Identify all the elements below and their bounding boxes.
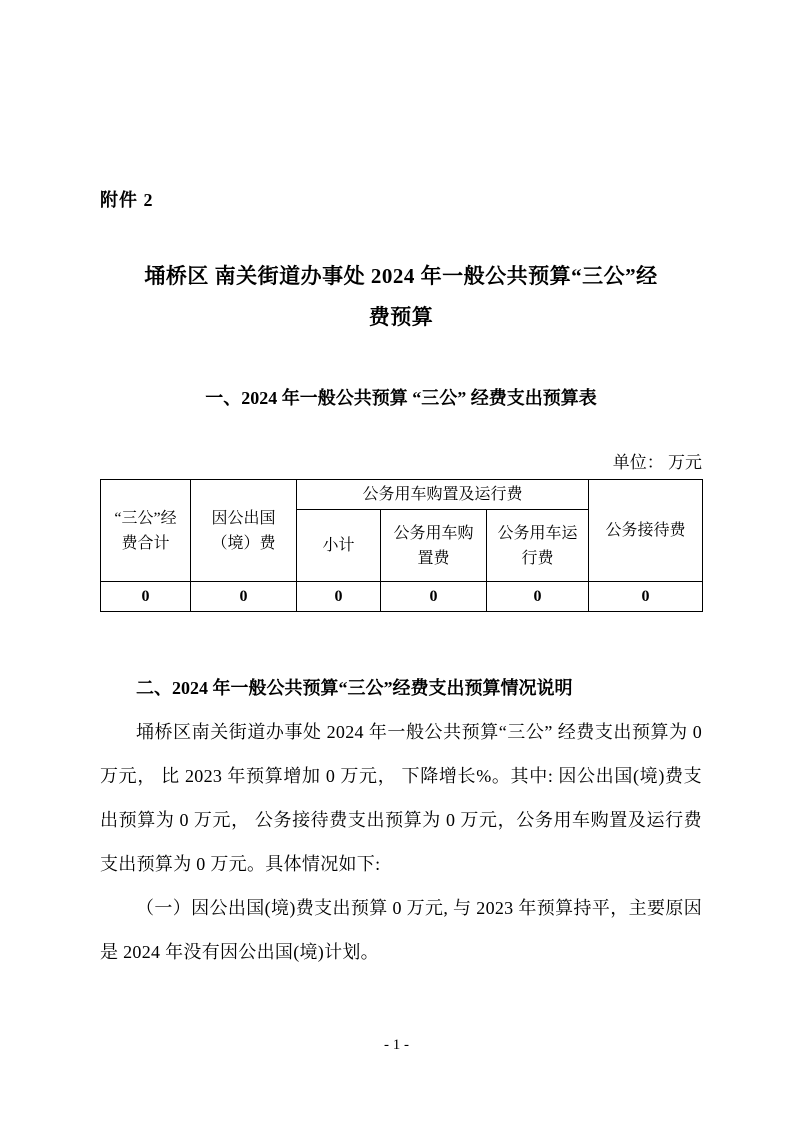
table-value-row bbox=[101, 582, 703, 612]
table-header-abroad: 因公出国（境）费 bbox=[191, 480, 297, 582]
document-title bbox=[100, 256, 702, 338]
table-header-vehicle-operation: 公务用车运行费 bbox=[487, 510, 589, 582]
table-header-vehicle-subtotal: 小计 bbox=[297, 510, 381, 582]
section2-heading: 二、2024 年一般公共预算“三公”经费支出预算情况说明 bbox=[136, 678, 573, 698]
table-value-reception: 0 bbox=[589, 582, 703, 612]
table-value-vehicle-purchase: 0 bbox=[381, 582, 487, 612]
document-title-line-2: 费预算 bbox=[368, 305, 434, 329]
table-value-vehicle-operation: 0 bbox=[487, 582, 589, 612]
table-header-reception: 公务接待费 bbox=[589, 480, 703, 582]
item-1-paragraph: （一）因公出国(境)费支出预算 0 万元, 与 2023 年预算持平，主要原因是 2024 年没有因公出国(境)计划。 bbox=[100, 898, 702, 962]
unit-label: 单位： 万元 bbox=[612, 453, 702, 472]
attachment-label: 附件 2 bbox=[100, 190, 154, 210]
document-title-line-1: 埇桥区 南关街道办事处 2024 年一般公共预算“三公”经 bbox=[144, 264, 658, 288]
page-number: - 1 - bbox=[384, 1037, 409, 1053]
table-header-total: “三公”经费合计 bbox=[101, 480, 191, 582]
table-header-vehicle-purchase: 公务用车购置费 bbox=[381, 510, 487, 582]
table-value-abroad: 0 bbox=[191, 582, 297, 612]
section1-heading: 一、2024 年一般公共预算 “三公” 经费支出预算表 bbox=[205, 388, 597, 408]
table-header-vehicle-group: 公务用车购置及运行费 bbox=[297, 480, 589, 510]
sangong-budget-table bbox=[100, 479, 703, 612]
explanation-paragraph: 埇桥区南关街道办事处 2024 年一般公共预算“三公” 经费支出预算为 0 万元， 比 2023 年预算增加 0 万元， 下降增长%。其中: 因公出国(境)费支出预算为 0 万元， 公务接待费支出预算为 0 万元，公务用车购置及运行费支出预算为 0 万元。具体情况如下: bbox=[100, 722, 702, 874]
table-value-vehicle-subtotal: 0 bbox=[297, 582, 381, 612]
table-value-total: 0 bbox=[101, 582, 191, 612]
table-header-row-1 bbox=[101, 480, 703, 510]
